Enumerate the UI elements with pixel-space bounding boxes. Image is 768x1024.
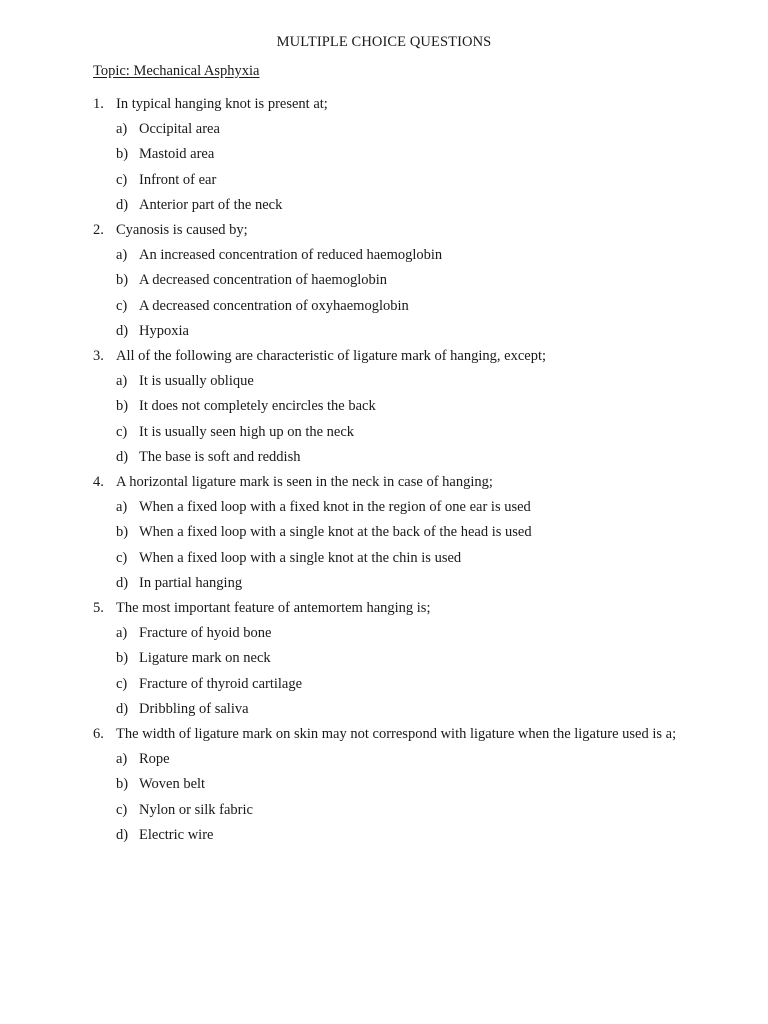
question-text: The most important feature of antemortem hanging is; (116, 600, 431, 617)
option-text: It is usually oblique (139, 373, 254, 390)
option-letter: c) (116, 675, 128, 692)
question-list (93, 92, 693, 848)
option-letter: d) (116, 196, 129, 213)
answer-option (93, 571, 693, 596)
option-text: Nylon or silk fabric (139, 801, 253, 818)
answer-option (93, 697, 693, 722)
option-text: Fracture of hyoid bone (139, 625, 272, 642)
answer-option (93, 394, 693, 419)
answer-option (93, 621, 693, 646)
answer-option (93, 445, 693, 470)
option-letter: b) (116, 272, 129, 289)
answer-option (93, 268, 693, 293)
question-number: 1. (93, 96, 104, 112)
question-row (93, 470, 693, 495)
option-text: Woven belt (139, 776, 206, 793)
question-text: In typical hanging knot is present at; (116, 96, 328, 112)
option-letter: a) (116, 373, 128, 390)
option-text: When a fixed loop with a single knot at the chin is used (139, 549, 462, 566)
question-number: 2. (93, 222, 104, 239)
option-letter: c) (116, 171, 128, 188)
question-text: Cyanosis is caused by; (116, 222, 248, 239)
question-item (93, 722, 693, 848)
question-row (93, 92, 693, 117)
question-row (93, 722, 693, 747)
page-title: MULTIPLE CHOICE QUESTIONS (276, 34, 492, 50)
answer-option (93, 798, 693, 823)
option-letter: c) (116, 423, 128, 440)
topic-heading: Topic: Mechanical Asphyxia (93, 63, 260, 79)
question-number: 6. (93, 726, 104, 743)
answer-option (93, 823, 693, 848)
question-item (93, 470, 693, 596)
answer-option (93, 772, 693, 797)
question-item (93, 92, 693, 218)
option-text: A decreased concentration of oxyhaemoglobin (139, 297, 409, 314)
question-row (93, 596, 693, 621)
option-text: Anterior part of the neck (139, 196, 283, 213)
answer-option (93, 672, 693, 697)
question-text: All of the following are characteristic of ligature mark of hanging, except; (116, 348, 547, 365)
option-text: It is usually seen high up on the neck (139, 423, 355, 440)
answer-option (93, 193, 693, 218)
option-text: The base is soft and reddish (139, 448, 301, 465)
option-letter: b) (116, 524, 129, 541)
option-letter: a) (116, 751, 128, 768)
option-letter: b) (116, 398, 129, 415)
option-text: Infront of ear (139, 171, 217, 188)
option-text: When a fixed loop with a single knot at the back of the head is used (139, 524, 532, 541)
answer-option (93, 294, 693, 319)
option-text: Ligature mark on neck (139, 650, 271, 667)
option-letter: a) (116, 247, 128, 264)
option-letter: b) (116, 776, 129, 793)
option-text: It does not completely encircles the back (139, 398, 376, 415)
option-letter: d) (116, 826, 129, 843)
option-text: Rope (139, 751, 170, 768)
question-number: 5. (93, 600, 104, 617)
option-letter: b) (116, 146, 129, 163)
answer-option (93, 243, 693, 268)
answer-option (93, 420, 693, 445)
question-item (93, 218, 693, 344)
option-text: When a fixed loop with a fixed knot in the region of one ear is used (139, 499, 531, 516)
option-letter: c) (116, 549, 128, 566)
option-letter: c) (116, 801, 128, 818)
question-item (93, 344, 693, 470)
answer-option (93, 319, 693, 344)
answer-option (93, 520, 693, 545)
option-text: Dribbling of saliva (139, 700, 249, 717)
option-letter: d) (116, 448, 129, 465)
option-letter: d) (116, 700, 129, 717)
question-number: 3. (93, 348, 104, 365)
option-letter: d) (116, 322, 129, 339)
answer-option (93, 168, 693, 193)
option-text: Fracture of thyroid cartilage (139, 675, 303, 692)
question-item (93, 596, 693, 722)
option-text: Electric wire (139, 826, 214, 843)
question-row (93, 344, 693, 369)
answer-option (93, 495, 693, 520)
option-text: Hypoxia (139, 322, 189, 339)
option-text: A decreased concentration of haemoglobin (139, 272, 388, 289)
option-letter: c) (116, 297, 128, 314)
option-letter: a) (116, 499, 128, 516)
option-text: Occipital area (139, 121, 220, 138)
answer-option (93, 142, 693, 167)
answer-option (93, 747, 693, 772)
option-text: Mastoid area (139, 146, 215, 163)
option-text: In partial hanging (139, 574, 243, 591)
answer-option (93, 646, 693, 671)
question-text: The width of ligature mark on skin may not correspond with ligature when the ligature used is a; (116, 726, 677, 743)
answer-option (93, 369, 693, 394)
option-text: An increased concentration of reduced haemoglobin (139, 247, 443, 264)
option-letter: b) (116, 650, 129, 667)
option-letter: d) (116, 574, 129, 591)
question-text: A horizontal ligature mark is seen in the neck in case of hanging; (116, 474, 493, 491)
option-letter: a) (116, 121, 128, 138)
answer-option (93, 117, 693, 142)
question-row (93, 218, 693, 243)
question-number: 4. (93, 474, 104, 491)
answer-option (93, 546, 693, 571)
option-letter: a) (116, 625, 128, 642)
